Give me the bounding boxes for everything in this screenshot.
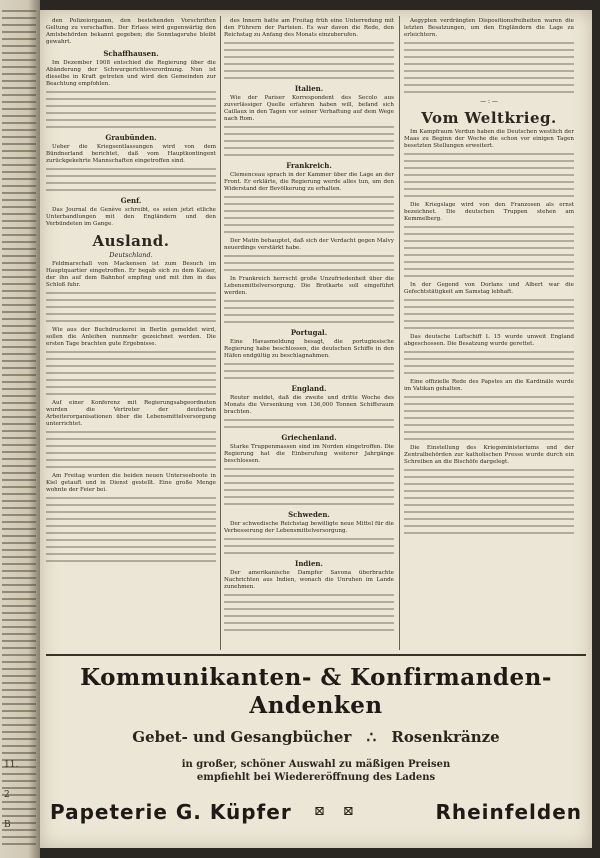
- article-paragraph: Feldmarschall von Mackensen ist zum Besuch im Hauptquartier eingetroffen. Er begab sich zu dem Kaiser, der ihn auf dem Bahnhof empfing und mit ihm in das Schloß fuhr.: [46, 261, 216, 288]
- ad-subline-right: Rosenkränze: [391, 728, 500, 746]
- section-heading-italien: Italien.: [294, 84, 324, 93]
- article-paragraph: Am Freitag wurden die beiden neuen Unterseeboote in Kiel getauft und in Dienst gestellt. Eine große Menge wohnte der Feier bei.: [46, 473, 216, 493]
- article-paragraph: Im Kampfraum Verdun haben die Deutschen westlich der Maas zu Beginn der Woche die schon vor einigen Tagen besetzten Stellungen erweitert.: [404, 129, 574, 149]
- ad-town: Rheinfelden: [435, 800, 582, 824]
- section-heading-schaffhausen: Schaffhausen.: [103, 49, 159, 58]
- section-heading-deutschland: Deutschland.: [109, 251, 153, 259]
- previous-page-edge: [0, 0, 40, 858]
- article-paragraph: des Innern hatte am Freitag früh eine Unterredung mit den Führern der Parteien. Es war davon die Rede, den Reichstag zu Anfang des Monats einzuberufen.: [224, 18, 394, 38]
- article-paragraph: Das Journal de Genève schreibt, es seien jetzt etliche Unterhandlungen mit den Engländern und den Verbündeten im Gange.: [46, 207, 216, 227]
- article-paragraph: den Polizeiorganen, den bestehenden Vorschriften Geltung zu verschaffen. Der Erlass wird gegenwärtig den Amtsbehörden bekannt gegeben; die Sonntagsruhe bleibt gewahrt.: [46, 18, 216, 45]
- article-paragraph: Clemenceau sprach in der Kammer über die Lage an der Front. Er erklärte, die Regierung werde alles tun, um den Widerstand der Bevölkerung zu erhalten.: [224, 172, 394, 192]
- column-rule: [220, 16, 221, 650]
- ad-subline: [46, 728, 586, 746]
- previous-page-mark: 2: [4, 790, 10, 800]
- article-paragraph: Das deutsche Luftschiff L 15 wurde unweit England abgeschossen. Die Besatzung wurde gerettet.: [404, 334, 574, 347]
- ad-line-reopening: empfiehlt bei Wiedereröffnung des Ladens: [196, 772, 436, 783]
- ad-store-row: [46, 800, 586, 830]
- article-paragraph: In Frankreich herrscht große Unzufriedenheit über die Lebensmittelversorgung. Die Brotkarte soll eingeführt werden.: [224, 276, 394, 296]
- column-right: [404, 18, 574, 650]
- newspaper-page: [40, 10, 592, 848]
- article-paragraph: Die Kriegslage wird von den Franzosen als ernst bezeichnet. Die deutschen Truppen stehen am Kemmelberg.: [404, 202, 574, 222]
- article-paragraph: Wie der Pariser Korrespondent des Secolo aus zuverlässiger Quelle erfahren haben will, befand sich Caillaux in den Tagen vor seiner Verhaftung auf dem Wege nach Rom.: [224, 95, 394, 122]
- advertisement: [46, 654, 586, 844]
- previous-page-mark: B: [4, 820, 11, 830]
- column-rule: [399, 16, 400, 650]
- ornament-icon: ⊠⊠: [314, 804, 372, 819]
- column-left: [46, 18, 216, 650]
- article-paragraph: Aegypten verdrängten Dispositionsfreiheiten waren die letzten Besatzungen, um den Engländern die Lage zu erleichtern.: [404, 18, 574, 38]
- section-heading-portugal: Portugal.: [290, 328, 328, 337]
- section-heading-ausland: Ausland.: [92, 232, 170, 250]
- section-heading-genf: Genf.: [120, 196, 142, 205]
- ad-subline-left: Gebet- und Gesangbücher: [132, 728, 352, 746]
- therefore-sign-icon: ∴: [366, 728, 377, 746]
- section-separator: — : —: [480, 98, 498, 105]
- section-heading-indien: Indien.: [295, 559, 323, 568]
- ad-headline: Kommunikanten- & Konfirmanden-Andenken: [80, 664, 552, 719]
- article-paragraph: Auf einer Konferenz mit Regierungsabgeordneten wurden die Vertreter der deutschen Arbeiterorganisationen über die Lebensmittelversorgung unterrichtet.: [46, 400, 216, 427]
- previous-page-text-lines: [2, 10, 36, 850]
- article-paragraph: Reuter meldet, daß die zweite und dritte Woche des Monats die Versenkung von 136,000 Tonnen Schiffsraum brachten.: [224, 395, 394, 415]
- section-heading-graubuenden: Graubünden.: [105, 133, 157, 142]
- article-paragraph: Im Dezember 1908 entschied die Regierung über die Abänderung der Schwurgerichtsverordnung. Nun ist dieselbe in Kraft getreten und wird den Gemeinden zur Beachtung empfohlen.: [46, 60, 216, 87]
- ad-line-offer: in großer, schöner Auswahl zu mäßigen Preisen: [181, 759, 451, 770]
- previous-page-mark: 11.: [4, 760, 19, 770]
- article-paragraph: Der Matin behauptet, daß sich der Verdacht gegen Malvy neuerdings verstärkt habe.: [224, 238, 394, 251]
- ad-store-name: Papeterie G. Küpfer: [50, 800, 292, 824]
- article-paragraph: In der Gegend von Dorlans und Albert war die Gefechtstätigkeit am Samstag lebhaft.: [404, 282, 574, 295]
- article-paragraph: Starke Truppenmassen sind im Norden eingetroffen. Die Regierung hat die Einberufung weiterer Jahrgänge beschlossen.: [224, 444, 394, 464]
- section-heading-weltkrieg: Vom Weltkrieg.: [421, 109, 557, 127]
- column-middle: [224, 18, 394, 650]
- section-heading-frankreich: Frankreich.: [286, 161, 332, 170]
- article-paragraph: Eine Havasmeldung besagt, die portugiesische Regierung habe beschlossen, die deutschen Schiffe in den Häfen endgültig zu beschlagnahmen.: [224, 339, 394, 359]
- article-paragraph: Der schwedische Reichstag bewilligte neue Mittel für die Verbesserung der Lebensmittelversorgung.: [224, 521, 394, 534]
- section-heading-schweden: Schweden.: [288, 510, 330, 519]
- article-paragraph: Wie aus der Buchdruckerei in Berlin gemeldet wird, sollen die Anleihen nunmehr gezeichnet werden. Die ersten Tage brachten gute Ergebnisse.: [46, 327, 216, 347]
- article-paragraph: Der amerikanische Dampfer Savona überbrachte Nachrichten aus Indien, wonach die Unruhen im Lande zunehmen.: [224, 570, 394, 590]
- article-paragraph: Die Einstellung des Kriegsministeriums und der Zentralbehörden zur katholischen Presse wurde durch ein Schreiben an die Bischöfe dargelegt.: [404, 445, 574, 465]
- article-paragraph: Ueber die Kriegsentlassungen wird von dem Bündnerland berichtet, daß vom Hauptkontingent zurückgekehrte Mannschaften eingetroffen sind.: [46, 144, 216, 164]
- section-heading-england: England.: [291, 384, 327, 393]
- section-heading-griechenland: Griechenland.: [281, 433, 337, 442]
- article-paragraph: Eine offizielle Rede des Papstes an die Kardinäle wurde im Vatikan gehalten.: [404, 379, 574, 392]
